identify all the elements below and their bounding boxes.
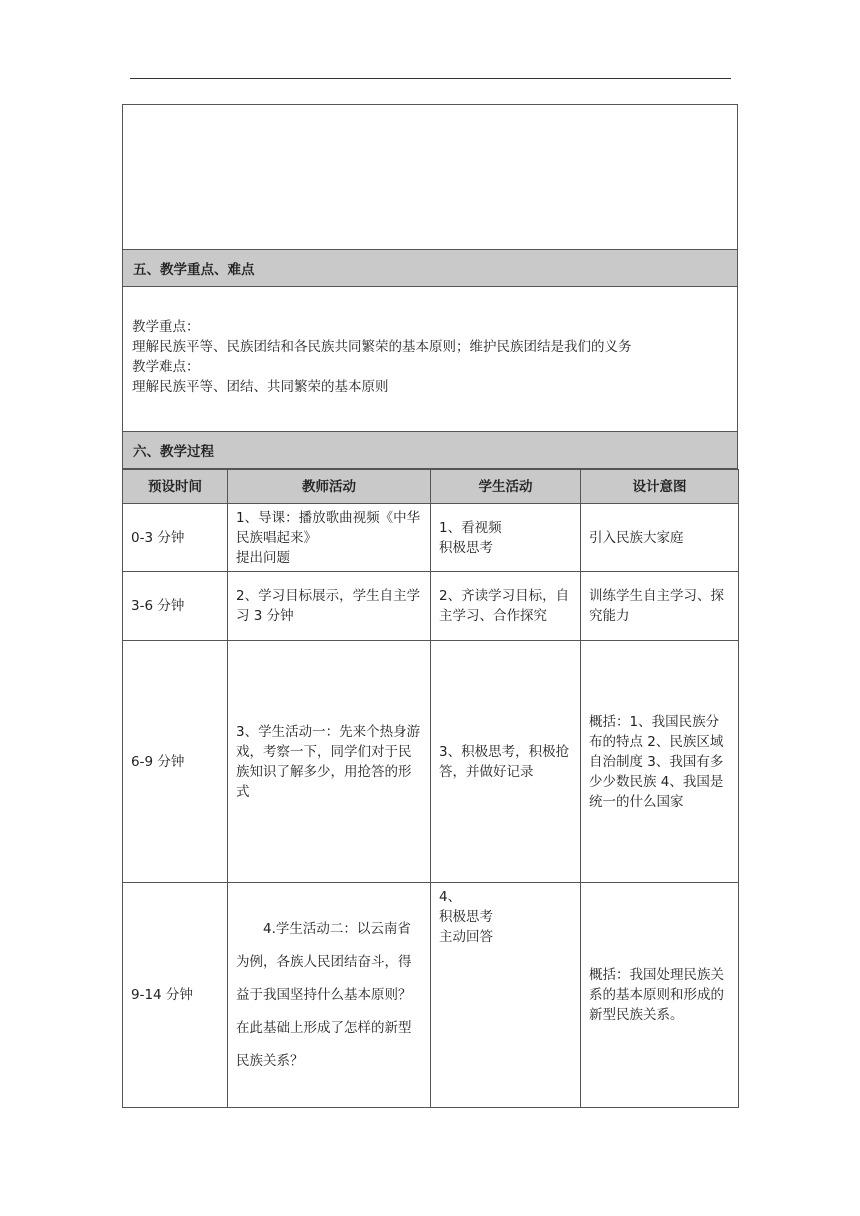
table-row bbox=[123, 641, 739, 883]
row-student-activity: 3、积极思考，积极抢答，并做好记录 bbox=[431, 641, 581, 883]
previous-section-continuation bbox=[122, 104, 738, 250]
row-student-activity: 2、齐读学习目标，自主学习、合作探究 bbox=[431, 572, 581, 641]
row-teacher-activity: 4.学生活动二：以云南省为例，各族人民团结奋斗，得益于我国坚持什么基本原则？在此基础上形成了怎样的新型民族关系？ bbox=[228, 883, 431, 1108]
header-design-intent: 设计意图 bbox=[581, 470, 739, 504]
row-student-activity: 4、 积极思考 主动回答 bbox=[431, 883, 581, 1108]
row-design-intent: 概括：1、我国民族分布的特点 2、民族区域自治制度 3、我国有多少少数民族 4、我国是统一的什么国家 bbox=[581, 641, 739, 883]
section-six-heading bbox=[122, 431, 738, 469]
row-time: 6-9 分钟 bbox=[123, 641, 228, 883]
difficulty-text: 理解民族平等、团结、共同繁荣的基本原则 bbox=[132, 379, 389, 395]
row-teacher-activity: 1、导课：播放歌曲视频《中华民族唱起来》 提出问题 bbox=[228, 504, 431, 572]
page-header-rule bbox=[130, 78, 731, 79]
key-points-label: 教学重点： bbox=[132, 319, 200, 335]
header-student-activity: 学生活动 bbox=[431, 470, 581, 504]
section-five-content bbox=[122, 287, 738, 432]
key-points-text: 理解民族平等、民族团结和各民族共同繁荣的基本原则；维护民族团结是我们的义务 bbox=[132, 339, 632, 355]
row-design-intent: 概括：我国处理民族关系的基本原则和形成的新型民族关系。 bbox=[581, 883, 739, 1108]
table-row bbox=[123, 572, 739, 641]
table-row bbox=[123, 504, 739, 572]
difficulty-label: 教学难点： bbox=[132, 359, 200, 375]
header-teacher-activity: 教师活动 bbox=[228, 470, 431, 504]
row-time: 9-14 分钟 bbox=[123, 883, 228, 1108]
table-row bbox=[123, 883, 739, 1108]
section-five-title: 五、教学重点、难点 bbox=[133, 262, 255, 278]
header-time: 预设时间 bbox=[123, 470, 228, 504]
row-design-intent: 引入民族大家庭 bbox=[581, 504, 739, 572]
section-six-title: 六、教学过程 bbox=[133, 444, 214, 460]
row-teacher-activity: 3、学生活动一：先来个热身游戏，考察一下，同学们对于民族知识了解多少，用抢答的形式 bbox=[228, 641, 431, 883]
row-teacher-activity: 2、学习目标展示，学生自主学习 3 分钟 bbox=[228, 572, 431, 641]
row-time: 0-3 分钟 bbox=[123, 504, 228, 572]
section-five-heading bbox=[122, 249, 738, 287]
teaching-process-table bbox=[122, 469, 739, 1108]
row-time: 3-6 分钟 bbox=[123, 572, 228, 641]
row-design-intent: 训练学生自主学习、探究能力 bbox=[581, 572, 739, 641]
table-header-row bbox=[123, 470, 739, 504]
row-student-activity: 1、看视频 积极思考 bbox=[431, 504, 581, 572]
